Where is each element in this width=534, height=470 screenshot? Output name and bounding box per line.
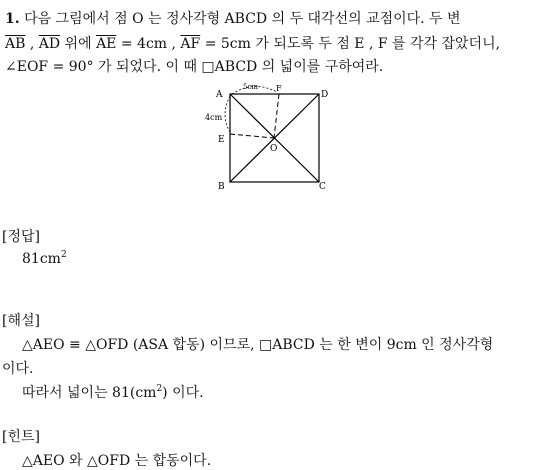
text-af-length: = 5cm 가 되도록 두 점 E , F 를 각각 잡았더니, [200,36,501,52]
segment-ab: $\overline{AB}$ [5,36,26,52]
text-ae-length: = 4cm , [116,36,181,52]
length-ae: 4cm [205,113,223,122]
solution-area-pre: 따라서 넓이는 81(cm [22,385,157,401]
label-c: C [319,182,326,192]
text-wie: 위에 [60,36,97,52]
answer-value [22,250,67,267]
square-figure [200,78,340,196]
solution-line-2: 이다. [2,361,34,377]
segment-eo [230,134,274,138]
length-af: 5cm [243,83,259,91]
label-e: E [218,135,225,145]
arc-ae [225,96,230,132]
comma: , [25,36,39,52]
label-o: O [270,144,278,154]
segment-ad: $\overline{AD}$ [38,36,61,52]
segment-ae: $\overline{AE}$ [96,36,117,52]
label-a: A [216,90,223,100]
answer-header: [정답] [2,229,40,245]
solution-area-post: ) 이다. [162,385,204,401]
segment-fo [274,94,279,138]
label-b: B [218,182,225,192]
solution-header: [해설] [2,313,40,329]
problem-line-2 [5,33,500,53]
solution-line-1: △AEO ≡ △OFD (ASA 합동) 이므로, □ABCD 는 한 변이 9cm 인 정사각형 [22,337,494,353]
problem-number: 1. [5,11,20,27]
solution-line-3 [22,382,204,402]
problem-text-1: 다음 그림에서 점 O 는 정사각형 ABCD 의 두 대각선의 교점이다. 두 변 [24,11,461,27]
answer-number: 81cm [22,251,61,267]
hint-header: [힌트] [2,429,40,445]
hint-line-1: △AEO 와 △OFD 는 합동이다. [22,453,212,469]
segment-af: $\overline{AF}$ [180,36,201,52]
label-f: F [276,84,282,93]
problem-line-1 [5,8,461,28]
label-d: D [321,90,329,100]
answer-exponent: 2 [60,250,67,260]
solution-area-exponent: 2 [156,384,163,394]
problem-line-3: ∠EOF = 90° 가 되었다. 이 때 □ABCD 의 넓이를 구하여라. [5,59,384,75]
